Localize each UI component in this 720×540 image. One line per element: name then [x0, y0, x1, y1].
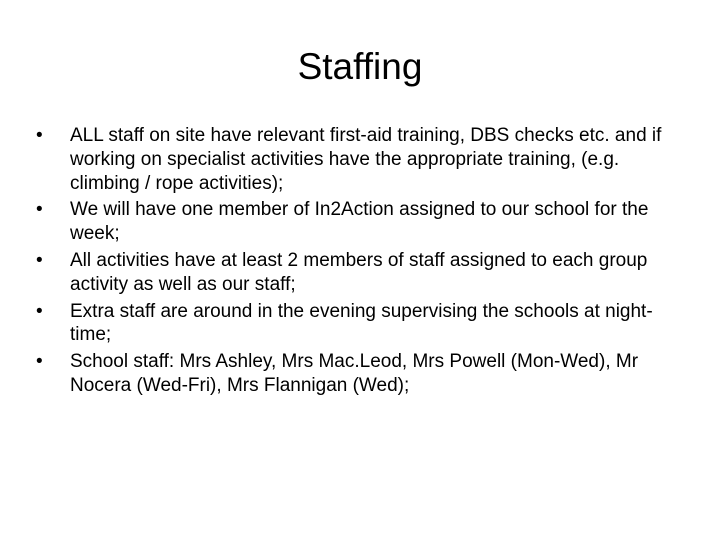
bullet-text: School staff: Mrs Ashley, Mrs Mac.Leod, Mrs Powell (Mon-Wed), Mr Nocera (Wed-Fri), Mrs Flannigan (Wed); — [70, 351, 639, 396]
slide-title: Staffing — [297, 46, 423, 87]
bullet-text: Extra staff are around in the evening supervising the schools at night-time; — [70, 300, 653, 346]
bullet-icon: • — [36, 199, 43, 221]
bullet-icon: • — [36, 351, 43, 373]
bullet-item — [36, 350, 686, 398]
bullet-text: All activities have at least 2 members of staff assigned to each group activity as well as our staff; — [70, 249, 648, 295]
bullet-item — [36, 124, 686, 195]
bullet-text: ALL staff on site have relevant first-aid training, DBS checks etc. and if working on specialist activities have the appropriate training, (e.g. climbing / rope activities); — [70, 125, 662, 194]
bullet-item — [36, 249, 686, 297]
bullet-icon: • — [36, 125, 43, 146]
bullet-icon: • — [36, 300, 43, 322]
bullet-item — [36, 198, 686, 246]
bullet-list — [36, 124, 686, 401]
bullet-icon: • — [36, 249, 43, 271]
bullet-item — [36, 300, 686, 348]
bullet-text: We will have one member of In2Action assigned to our school for the week; — [70, 199, 649, 245]
